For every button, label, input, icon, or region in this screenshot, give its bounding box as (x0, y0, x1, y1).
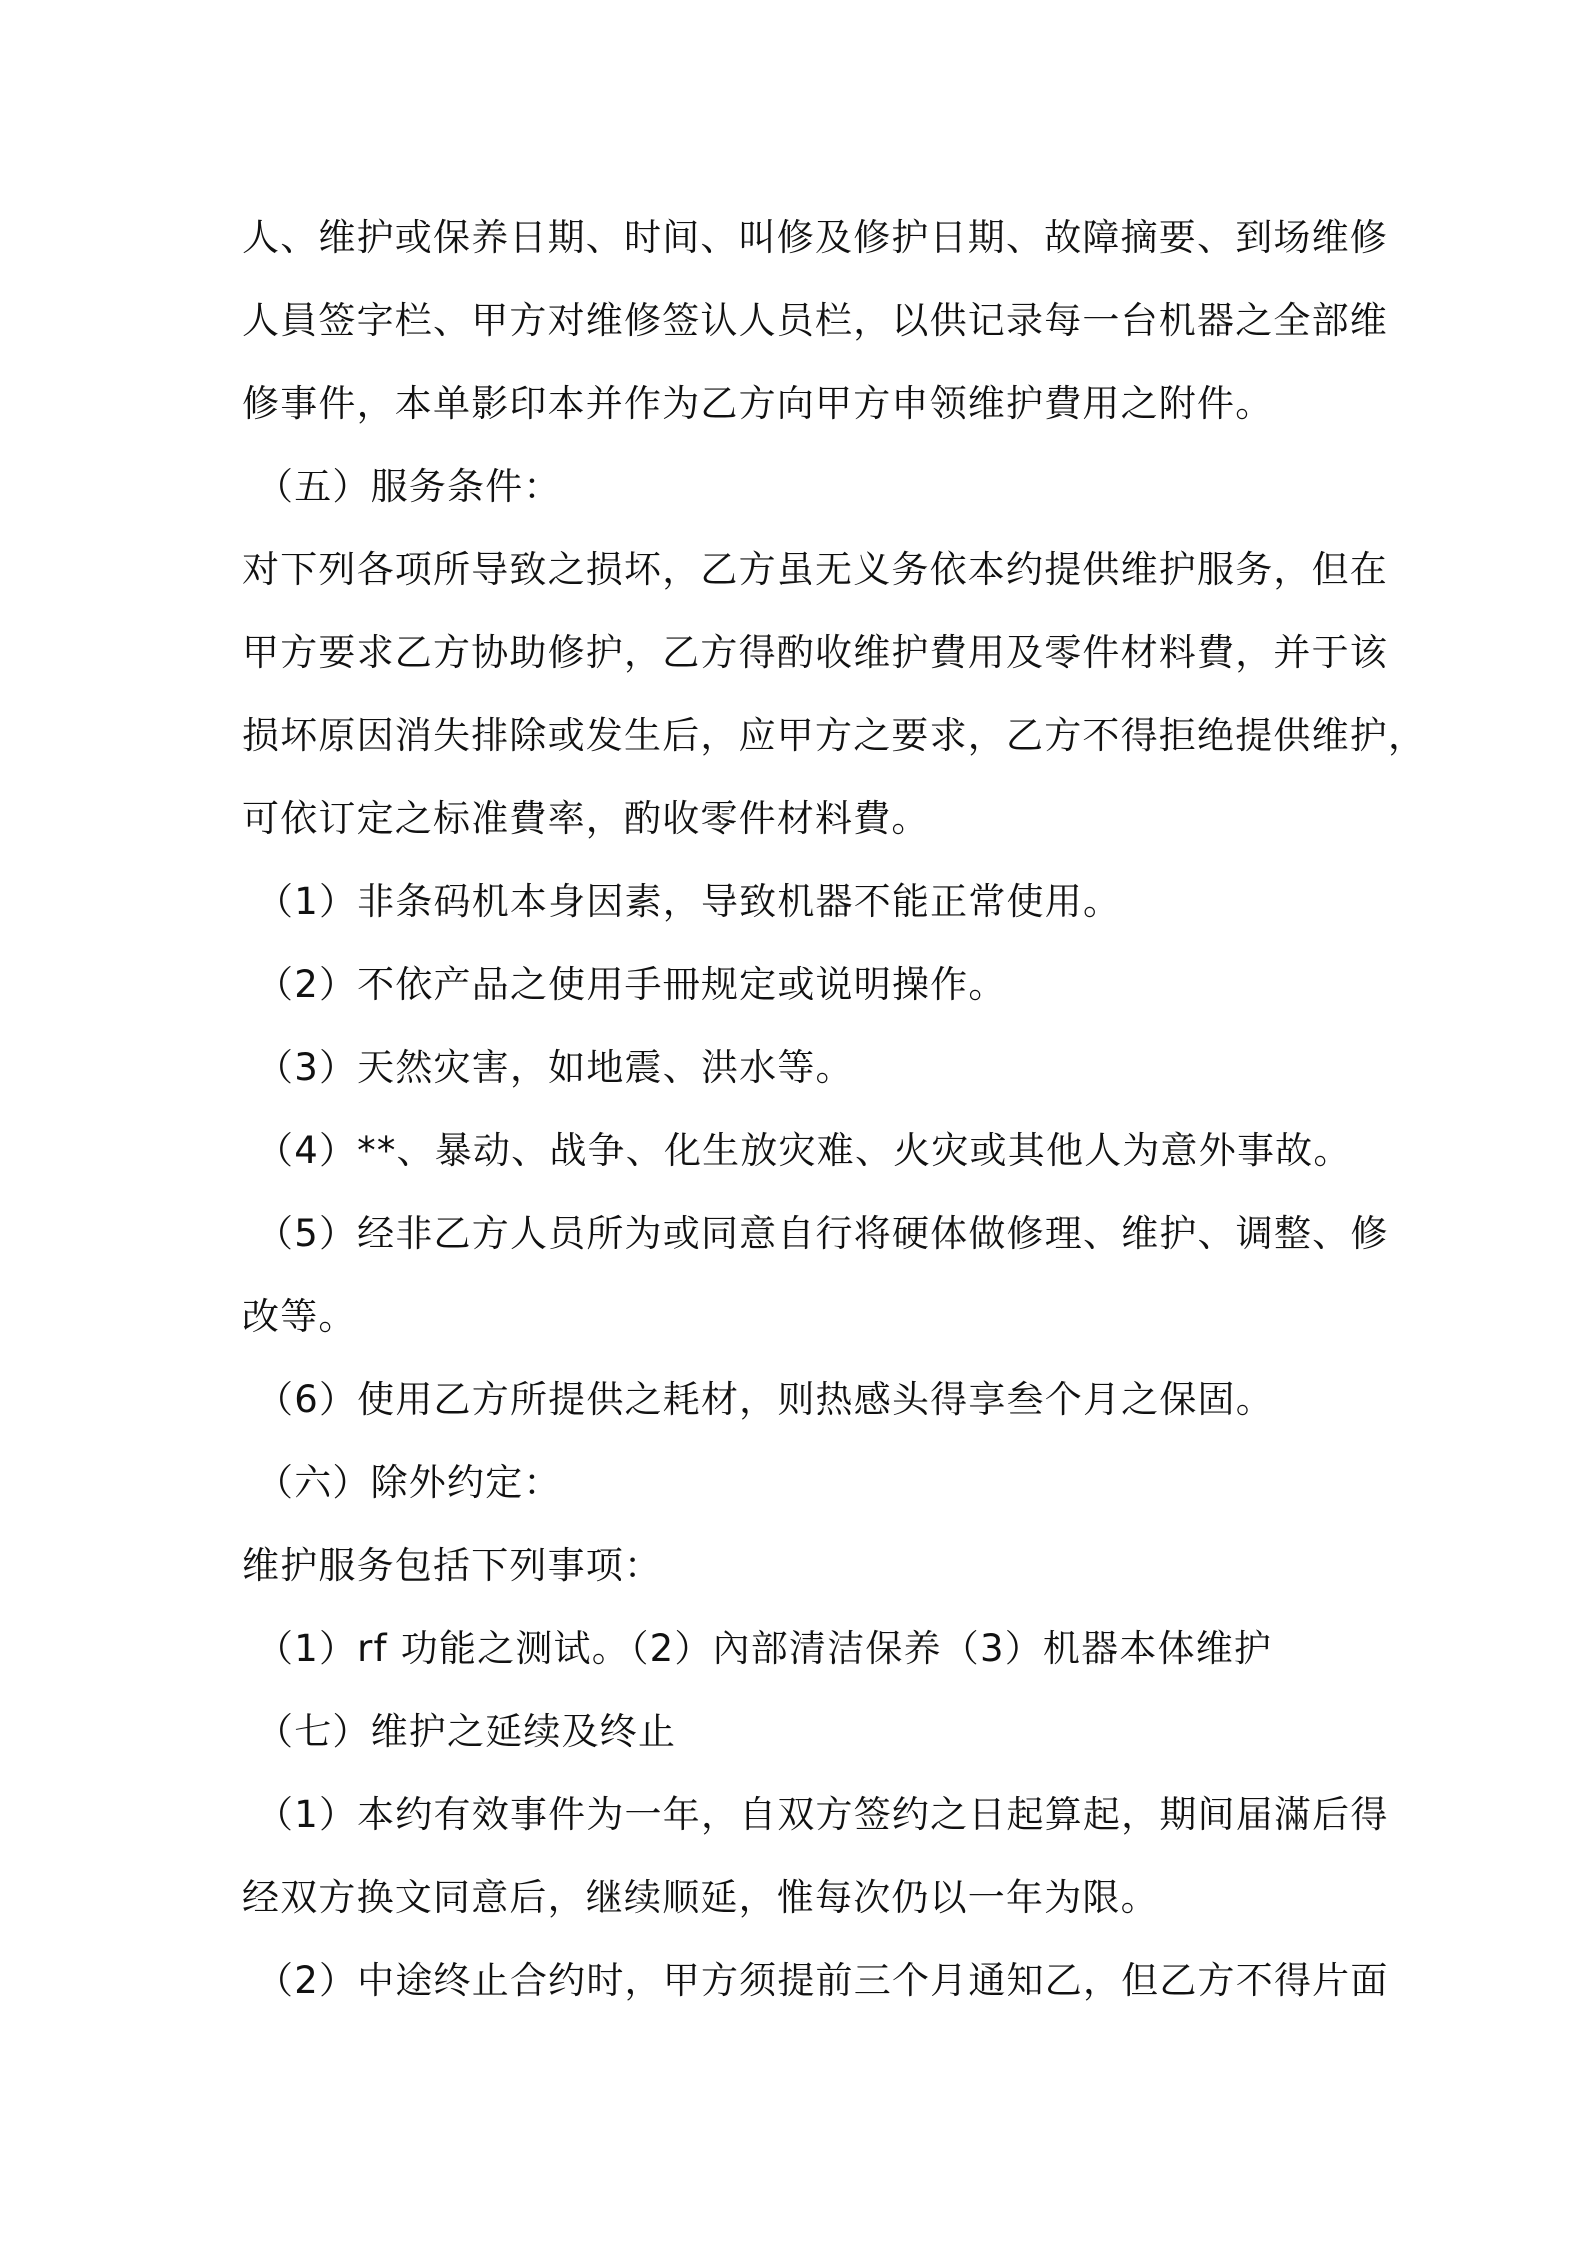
list-item: （1）本约有效事件为一年，自双方签约之日起算起，期间届滿后得 (256, 1793, 1389, 1836)
paragraph-line: 维护服务包括下列事项： (242, 1544, 663, 1587)
list-item: （1）非条码机本身因素，导致机器不能正常使用。 (256, 880, 1122, 923)
list-item: （6）使用乙方所提供之耗材，则热感头得享叁个月之保固。 (256, 1378, 1274, 1421)
list-item: （1）rf 功能之测试。（2）內部清洁保养（3）机器本体维护 (256, 1627, 1273, 1670)
list-item-continuation: 经双方换文同意后，继续顺延，惟每次仍以一年为限。 (242, 1876, 1159, 1919)
list-item: （2）中途终止合约时，甲方须提前三个月通知乙，但乙方不得片面 (256, 1959, 1389, 2002)
paragraph-line: 修事件，本单影印本并作为乙方向甲方申领维护費用之附件。 (242, 382, 1274, 425)
list-item: （4）**、暴动、战争、化生放灾难、火灾或其他人为意外事故。 (256, 1129, 1352, 1172)
paragraph-line: 可依订定之标准費率，酌收零件材料費。 (242, 797, 930, 840)
section-heading: （七）维护之延续及终止 (256, 1710, 677, 1753)
document-body (242, 196, 1427, 2022)
list-item: （5）经非乙方人员所为或同意自行将硬体做修理、维护、调整、修 (256, 1212, 1389, 1255)
list-item-continuation: 改等。 (242, 1295, 357, 1338)
paragraph-line: 甲方要求乙方协助修护，乙方得酌收维护費用及零件材料費，并于该 (242, 631, 1388, 674)
paragraph-line: 损坏原因消失排除或发生后，应甲方之要求，乙方不得拒绝提供维护， (242, 714, 1427, 757)
section-heading: （五）服务条件： (256, 465, 562, 508)
list-item: （2）不依产品之使用手冊规定或说明操作。 (256, 963, 1007, 1006)
list-item: （3）天然灾害，如地震、洪水等。 (256, 1046, 854, 1089)
paragraph-line: 对下列各项所导致之损坏，乙方虽无义务依本约提供维护服务，但在 (242, 548, 1388, 591)
section-heading: （六）除外约定： (256, 1461, 562, 1504)
paragraph-line: 人、维护或保养日期、时间、叫修及修护日期、故障摘要、到场维修 (242, 216, 1388, 259)
paragraph-line: 人員签字栏、甲方对维修签认人员栏，以供记录每一台机器之全部维 (242, 299, 1388, 342)
